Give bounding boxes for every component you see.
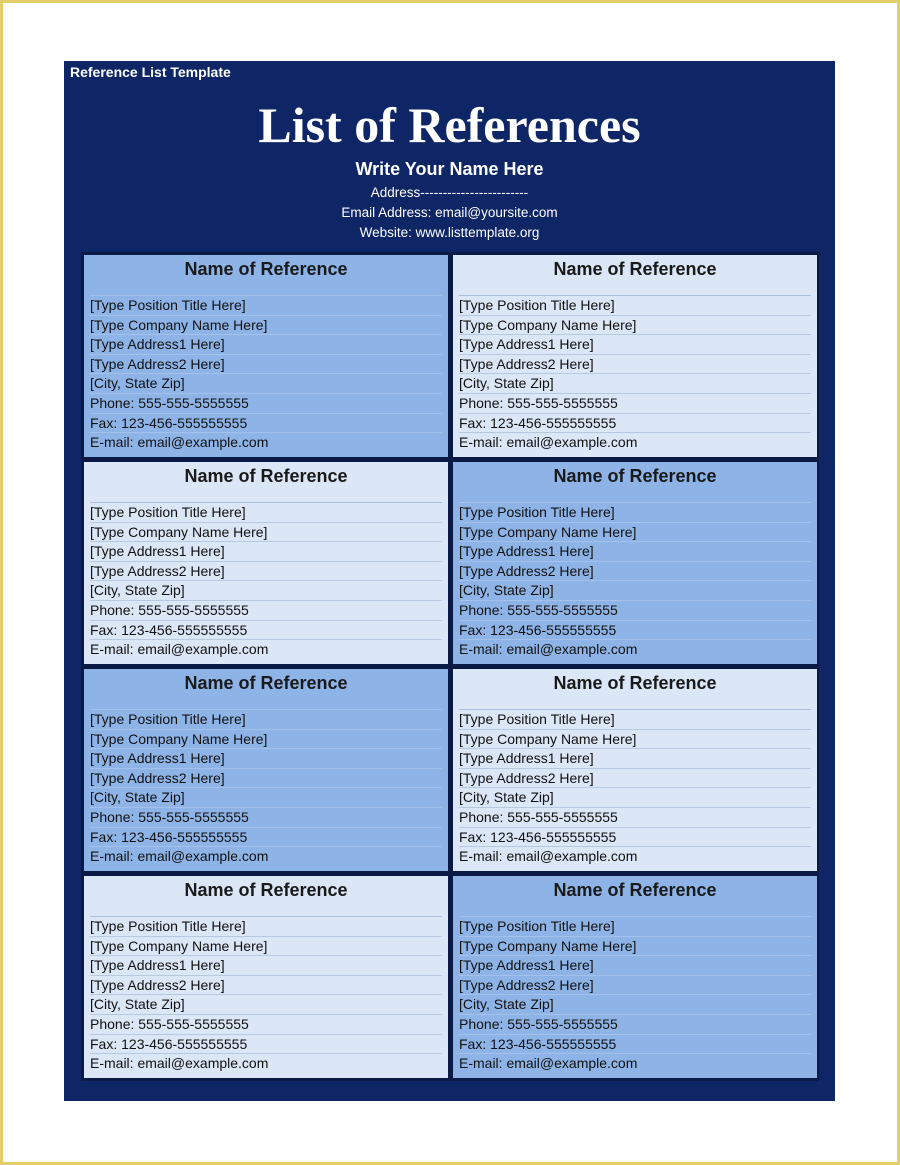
phone: Phone: 555-555-5555555 [90,1015,442,1035]
phone: Phone: 555-555-5555555 [459,808,811,828]
address2: [Type Address2 Here] [459,976,811,996]
position-title: [Type Position Title Here] [90,917,442,937]
address2: [Type Address2 Here] [90,769,442,789]
reference-card [451,667,819,873]
email: E-mail: email@example.com [90,434,269,451]
email: E-mail: email@example.com [459,434,638,451]
email: E-mail: email@example.com [90,641,269,658]
reference-card [82,460,450,666]
reference-name: Name of Reference [459,462,811,503]
phone: Phone: 555-555-5555555 [90,394,442,414]
reference-name: Name of Reference [459,255,811,296]
address1: [Type Address1 Here] [459,749,811,769]
city-state-zip: [City, State Zip] [90,374,442,394]
company-name: [Type Company Name Here] [459,937,811,957]
fax: Fax: 123-456-555555555 [90,414,442,434]
company-name: [Type Company Name Here] [90,937,442,957]
address2: [Type Address2 Here] [459,562,811,582]
address2: [Type Address2 Here] [90,976,442,996]
company-name: [Type Company Name Here] [459,730,811,750]
email: E-mail: email@example.com [459,848,638,865]
owner-email: Email Address: email@yoursite.com [341,205,558,220]
reference-name: Name of Reference [90,669,442,710]
fax: Fax: 123-456-555555555 [459,828,811,848]
email: E-mail: email@example.com [459,641,638,658]
company-name: [Type Company Name Here] [90,316,442,336]
fax: Fax: 123-456-555555555 [459,621,811,641]
address1: [Type Address1 Here] [90,542,442,562]
address2: [Type Address2 Here] [90,355,442,375]
reference-name: Name of Reference [459,669,811,710]
phone: Phone: 555-555-5555555 [459,1015,811,1035]
reference-name: Name of Reference [90,255,442,296]
address2: [Type Address2 Here] [459,355,811,375]
city-state-zip: [City, State Zip] [90,788,442,808]
position-title: [Type Position Title Here] [459,503,811,523]
owner-address: Address------------------------ [370,185,529,200]
reference-card [82,667,450,873]
phone: Phone: 555-555-5555555 [459,394,811,414]
reference-card [82,253,450,459]
fax: Fax: 123-456-555555555 [90,1035,442,1055]
owner-website: Website: www.listtemplate.org [359,225,540,240]
city-state-zip: [City, State Zip] [90,581,442,601]
position-title: [Type Position Title Here] [459,917,811,937]
phone: Phone: 555-555-5555555 [90,808,442,828]
owner-name: Write Your Name Here [355,159,544,179]
city-state-zip: [City, State Zip] [459,995,811,1015]
reference-card [451,460,819,666]
address1: [Type Address1 Here] [90,335,442,355]
company-name: [Type Company Name Here] [90,523,442,543]
fax: Fax: 123-456-555555555 [459,1035,811,1055]
document-page [64,61,835,1101]
address1: [Type Address1 Here] [90,956,442,976]
reference-card [451,253,819,459]
company-name: [Type Company Name Here] [90,730,442,750]
city-state-zip: [City, State Zip] [459,581,811,601]
position-title: [Type Position Title Here] [90,503,442,523]
company-name: [Type Company Name Here] [459,316,811,336]
reference-name: Name of Reference [459,876,811,917]
city-state-zip: [City, State Zip] [459,788,811,808]
phone: Phone: 555-555-5555555 [459,601,811,621]
position-title: [Type Position Title Here] [459,296,811,316]
fax: Fax: 123-456-555555555 [459,414,811,434]
fax: Fax: 123-456-555555555 [90,621,442,641]
reference-card [82,874,450,1080]
address2: [Type Address2 Here] [459,769,811,789]
company-name: [Type Company Name Here] [459,523,811,543]
email: E-mail: email@example.com [90,1055,269,1072]
reference-grid [81,252,818,1081]
email: E-mail: email@example.com [459,1055,638,1072]
fax: Fax: 123-456-555555555 [90,828,442,848]
position-title: [Type Position Title Here] [459,710,811,730]
city-state-zip: [City, State Zip] [90,995,442,1015]
reference-card [451,874,819,1080]
address1: [Type Address1 Here] [459,335,811,355]
city-state-zip: [City, State Zip] [459,374,811,394]
template-tag: Reference List Template [70,64,231,80]
reference-name: Name of Reference [90,876,442,917]
phone: Phone: 555-555-5555555 [90,601,442,621]
position-title: [Type Position Title Here] [90,710,442,730]
reference-name: Name of Reference [90,462,442,503]
address1: [Type Address1 Here] [459,956,811,976]
address2: [Type Address2 Here] [90,562,442,582]
address1: [Type Address1 Here] [90,749,442,769]
position-title: [Type Position Title Here] [90,296,442,316]
page-title: List of References [258,97,641,153]
address1: [Type Address1 Here] [459,542,811,562]
email: E-mail: email@example.com [90,848,269,865]
